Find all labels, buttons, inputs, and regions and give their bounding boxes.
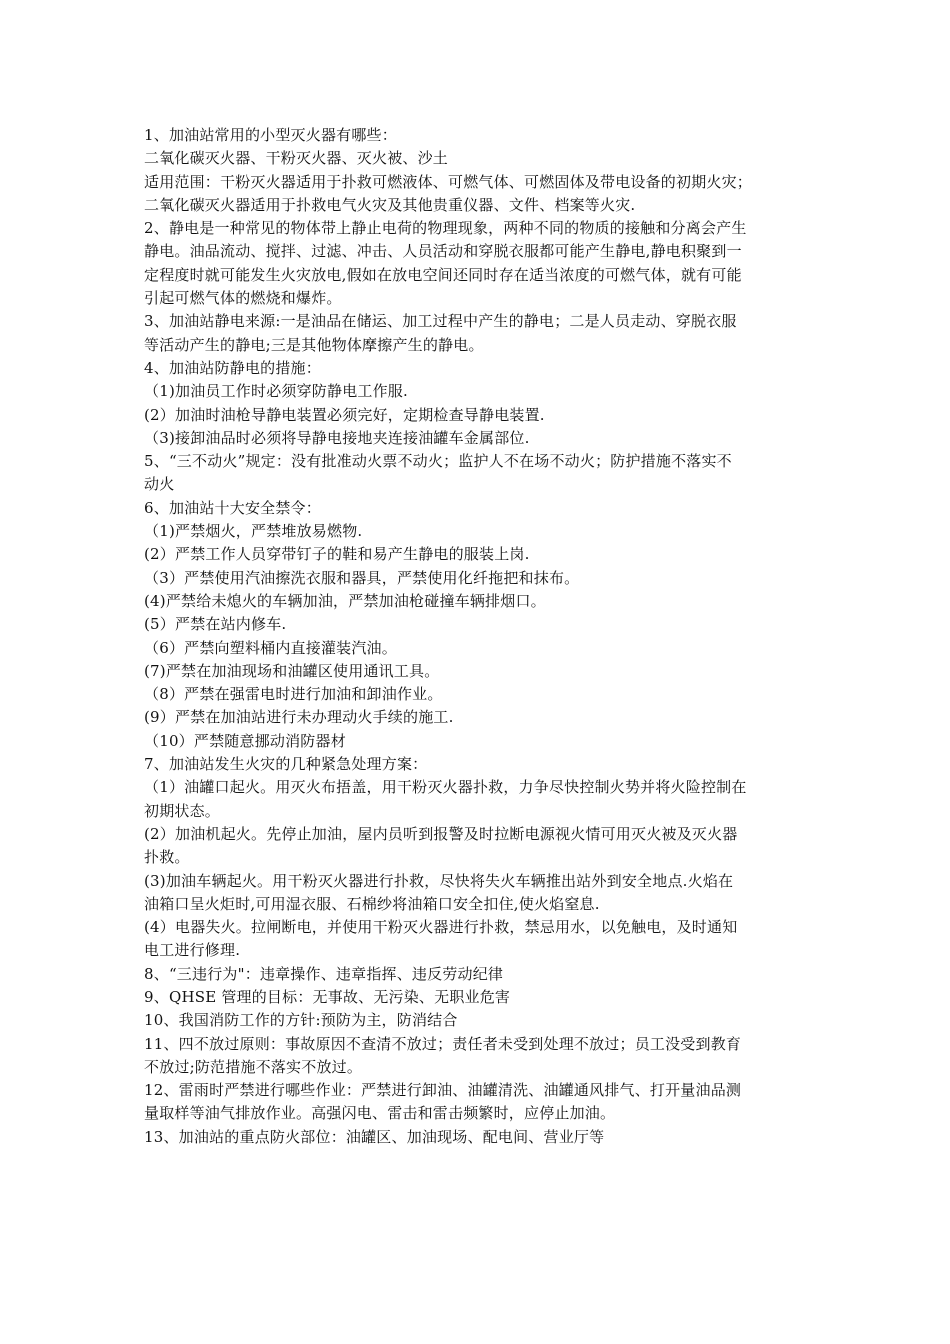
text-line: (4)严禁给未熄火的车辆加油，严禁加油枪碰撞车辆排烟口。	[144, 591, 546, 610]
text-line: 不放过;防范措施不落实不放过。	[144, 1057, 363, 1076]
text-line: 5、“三不动火”规定：没有批准动火票不动火；监护人不在场不动火；防护措施不落实不	[144, 452, 732, 471]
text-line: （6）严禁向塑料桶内直接灌装汽油。	[144, 638, 397, 657]
text-line: 二氧化碳灭火器适用于扑救电气火灾及其他贵重仪器、文件、档案等火灾.	[144, 195, 636, 214]
text-line: （3）严禁使用汽油擦洗衣服和器具，严禁使用化纤拖把和抹布。	[144, 568, 580, 587]
text-line: 等活动产生的静电;三是其他物体摩擦产生的静电。	[144, 335, 484, 354]
text-line: 10、我国消防工作的方针:预防为主，防消结合	[144, 1011, 458, 1030]
text-line: 1、加油站常用的小型灭火器有哪些：	[144, 126, 397, 144]
text-line: （1)严禁烟火，严禁堆放易燃物.	[144, 522, 363, 541]
text-line: （3)接卸油品时必须将导静电接地夹连接油罐车金属部位.	[144, 428, 530, 447]
text-line: 8、“三违行为"：违章操作、违章指挥、违反劳动纪律	[144, 964, 504, 983]
text-line: 2、静电是一种常见的物体带上静止电荷的物理现象，两种不同的物质的接触和分离会产生	[144, 219, 747, 238]
text-line: 4、加油站防静电的措施：	[144, 358, 321, 377]
text-line: (2）严禁工作人员穿带钉子的鞋和易产生静电的服装上岗.	[144, 545, 530, 564]
text-line: 7、加油站发生火灾的几种紧急处理方案：	[144, 755, 428, 774]
text-line: 静电。油品流动、搅拌、过滤、冲击、人员活动和穿脱衣服都可能产生静电,静电积聚到一	[144, 242, 742, 261]
text-line: 11、四不放过原则：事故原因不查清不放过；责任者未受到处理不放过；员工没受到教育	[144, 1034, 742, 1053]
text-line: 13、加油站的重点防火部位：油罐区、加油现场、配电间、营业厅等	[144, 1127, 605, 1146]
text-line: （1）油罐口起火。用灭火布捂盖，用干粉灭火器扑救，力争尽快控制火势并将火险控制在	[144, 778, 747, 797]
text-line: (5）严禁在站内修车.	[144, 615, 287, 634]
text-line: 3、加油站静电来源:一是油品在储运、加工过程中产生的静电；二是人员走动、穿脱衣服	[144, 312, 737, 331]
text-line: (4）电器失火。拉闸断电，并使用干粉灭火器进行扑救，禁忌用水，以免触电，及时通知	[144, 918, 738, 937]
text-line: 扑救。	[144, 848, 190, 867]
text-line: 6、加油站十大安全禁令：	[144, 498, 321, 517]
text-line: 量取样等油气排放作业。高强闪电、雷击和雷击频繁时，应停止加油。	[144, 1104, 616, 1123]
text-line: (9）严禁在加油站进行未办理动火手续的施工.	[144, 708, 454, 727]
text-line: 初期状态。	[144, 801, 221, 820]
document-body	[144, 124, 814, 1149]
text-line: 电工进行修理.	[144, 941, 241, 960]
text-line: 适用范围：干粉灭火器适用于扑救可燃液体、可燃气体、可燃固体及带电设备的初期火灾；	[144, 172, 753, 191]
text-line: 二氧化碳灭火器、干粉灭火器、灭火被、沙土	[144, 149, 449, 168]
text-line: 油箱口呈火炬时,可用湿衣服、石棉纱将油箱口安全扣住,使火焰窒息.	[144, 894, 600, 913]
text-line: 12、雷雨时严禁进行哪些作业：严禁进行卸油、油罐清洗、油罐通风排气、打开量油品测	[144, 1081, 742, 1100]
text-line: (7)严禁在加油现场和油罐区使用通讯工具。	[144, 661, 440, 680]
text-line: 定程度时就可能发生火灾放电,假如在放电空间还同时存在适当浓度的可燃气体，就有可能	[144, 265, 742, 284]
text-line: 9、QHSE 管理的目标：无事故、无污染、无职业危害	[144, 987, 511, 1006]
text-line: (2）加油时油枪导静电装置必须完好，定期检查导静电装置.	[144, 405, 545, 424]
text-line: （1)加油员工作时必须穿防静电工作服.	[144, 382, 408, 401]
text-line: (3)加油车辆起火。用干粉灭火器进行扑救，尽快将失火车辆推出站外到安全地点.火焰在	[144, 871, 734, 890]
text-line: (2）加油机起火。先停止加油，屋内员听到报警及时拉断电源视火情可用灭火被及灭火器	[144, 824, 738, 843]
text-line: （8）严禁在强雷电时进行加油和卸油作业。	[144, 685, 443, 704]
text-line: 动火	[144, 475, 175, 494]
text-line: 引起可燃气体的燃烧和爆炸。	[144, 289, 342, 308]
text-line: （10）严禁随意挪动消防器材	[144, 731, 346, 750]
